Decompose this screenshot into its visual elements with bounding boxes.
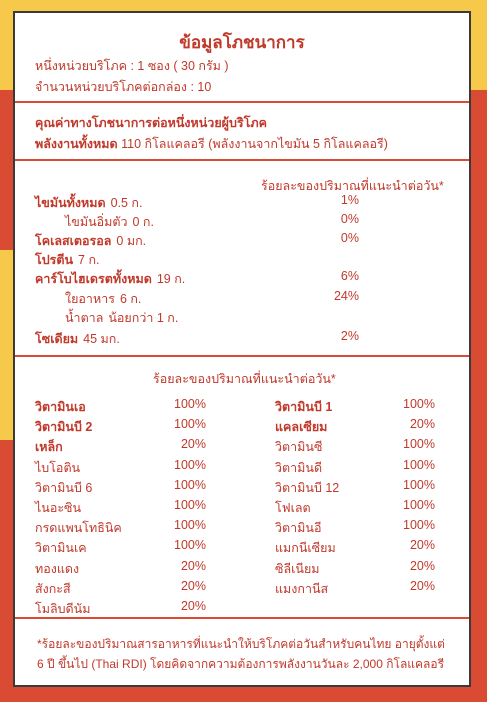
energy-value: 110 กิโลแคลอรี (พลังงานจากไขมัน 5 กิโลแคลอรี) xyxy=(121,137,388,151)
vitamin-rdi-percent: 100% xyxy=(174,478,206,492)
nutrient-amount: 45 มก. xyxy=(83,332,120,346)
nutrient-rdi-percent: 2% xyxy=(340,329,359,343)
vitamin-rdi-percent: 100% xyxy=(174,498,206,512)
nutrient-amount: น้อยกว่า 1 ก. xyxy=(108,311,179,325)
vitamin-label: วิตามินบี 1 xyxy=(275,400,333,414)
nutrient-rdi-percent: 6% xyxy=(340,269,359,283)
vitamin-rdi-percent: 20% xyxy=(409,417,435,431)
vitamin-rdi-percent: 20% xyxy=(180,559,206,573)
nutrient-amount: 19 ก. xyxy=(156,272,186,286)
vitamin-rdi-percent: 20% xyxy=(180,579,206,593)
nutrient-amount: 0 ก. xyxy=(132,215,154,229)
vitamin-label: วิตามินดี xyxy=(275,461,323,475)
nutrient-rdi-percent: 0% xyxy=(340,212,359,226)
nutrient-row xyxy=(35,250,100,270)
nutrient-label: โซเดียม xyxy=(35,332,79,346)
footnote-line-2: 6 ปี ขึ้นไป (Thai RDI) โดยคิดจากความต้องการพลังงานวันละ 2,000 กิโลแคลอรี xyxy=(37,657,445,671)
vitamin-label: ไนอะซิน xyxy=(35,501,82,515)
vitamin-label: วิตามินเอ xyxy=(35,400,86,414)
nutrient-label: คาร์โบไฮเดรตทั้งหมด xyxy=(35,272,152,286)
vitamin-rdi-percent: 100% xyxy=(403,518,435,532)
nutrient-row xyxy=(65,308,178,328)
vitamin-rdi-percent: 100% xyxy=(174,397,206,411)
vitamin-rdi-percent: 20% xyxy=(180,437,206,451)
energy-label: พลังงานทั้งหมด xyxy=(35,137,118,151)
nutrition-facts-panel xyxy=(13,11,471,687)
energy-line xyxy=(35,134,388,154)
nutrient-row xyxy=(35,231,146,251)
vitamin-rdi-percent: 100% xyxy=(403,437,435,451)
vitamin-rdi-percent: 20% xyxy=(409,538,435,552)
vitamin-label: แมกนีเซียม xyxy=(275,541,336,555)
vitamin-rdi-percent: 20% xyxy=(409,559,435,573)
nutrient-row xyxy=(35,329,120,349)
nutrient-amount: 0.5 ก. xyxy=(110,196,143,210)
footnote-line-1: *ร้อยละของปริมาณสารอาหารที่แนะนำให้บริโภคต่อวันสำหรับคนไทย อายุตั้งแต่ xyxy=(37,637,445,651)
vitamin-rdi-percent: 20% xyxy=(409,579,435,593)
vitamin-label: ซิลีเนียม xyxy=(275,562,320,576)
nutrient-label: ไขมันอิ่มตัว xyxy=(65,215,128,229)
vitamin-rdi-percent: 100% xyxy=(174,458,206,472)
vitamin-label: สังกะสี xyxy=(35,582,71,596)
vitamin-rdi-header: ร้อยละของปริมาณที่แนะนำต่อวัน* xyxy=(153,372,336,386)
vitamin-rdi-percent: 100% xyxy=(403,397,435,411)
divider xyxy=(15,159,469,161)
nutrient-label: โคเลสเตอรอล xyxy=(35,234,112,248)
vitamin-label: วิตามินอี xyxy=(275,521,322,535)
vitamin-label: ไบโอติน xyxy=(35,461,81,475)
vitamin-label: วิตามินบี 12 xyxy=(275,481,340,495)
panel-title: ข้อมูลโภชนาการ xyxy=(179,33,305,52)
nutrient-row xyxy=(65,289,141,309)
nutrient-rdi-percent: 1% xyxy=(340,193,359,207)
nutrient-rdi-percent: 0% xyxy=(340,231,359,245)
nutrient-amount: 7 ก. xyxy=(78,253,100,267)
vitamin-label: วิตามินบี 2 xyxy=(35,420,93,434)
vitamin-label: โมลิบดีนัม xyxy=(35,602,91,616)
vitamin-label: วิตามินซี xyxy=(275,440,323,454)
vitamin-rdi-percent: 100% xyxy=(174,518,206,532)
vitamin-label: แคลเซียม xyxy=(275,420,328,434)
nutrient-amount: 6 ก. xyxy=(119,292,142,306)
rdi-header: ร้อยละของปริมาณที่แนะนำต่อวัน* xyxy=(261,179,444,193)
vitamin-label: โฟเลต xyxy=(275,501,311,515)
vitamin-label: กรดแพนโทธินิค xyxy=(35,521,122,535)
vitamin-label: ทองแดง xyxy=(35,562,80,576)
nutrient-label: ไขมันทั้งหมด xyxy=(35,196,106,210)
divider xyxy=(15,355,469,357)
vitamin-rdi-percent: 100% xyxy=(174,417,206,431)
servings-per-box: จำนวนหน่วยบริโภคต่อกล่อง : 10 xyxy=(35,80,212,94)
nutrient-label: น้ำตาล xyxy=(65,311,104,325)
divider xyxy=(15,101,469,103)
nutrient-row xyxy=(35,193,142,213)
vitamin-rdi-percent: 100% xyxy=(403,458,435,472)
vitamin-rdi-percent: 100% xyxy=(174,538,206,552)
nutrient-amount: 0 มก. xyxy=(116,234,147,248)
vitamin-label: วิตามินเค xyxy=(35,541,87,555)
serving-size: หนึ่งหน่วยบริโภค : 1 ซอง ( 30 กรัม ) xyxy=(35,59,229,73)
nutrient-row xyxy=(35,269,185,289)
nutrient-row xyxy=(65,212,154,232)
nutrient-rdi-percent: 24% xyxy=(333,289,359,303)
vitamin-rdi-percent: 100% xyxy=(403,498,435,512)
divider xyxy=(15,617,469,619)
vitamin-label: แมงกานีส xyxy=(275,582,329,596)
nutrient-label: ใยอาหาร xyxy=(65,292,115,306)
vitamin-rdi-percent: 20% xyxy=(180,599,206,613)
vitamin-label: วิตามินบี 6 xyxy=(35,481,93,495)
vitamin-label: เหล็ก xyxy=(35,440,63,454)
vitamin-rdi-percent: 100% xyxy=(403,478,435,492)
per-serving-heading: คุณค่าทางโภชนาการต่อหนึ่งหน่วยผู้บริโภค xyxy=(35,116,267,130)
nutrient-label: โปรตีน xyxy=(35,253,74,267)
